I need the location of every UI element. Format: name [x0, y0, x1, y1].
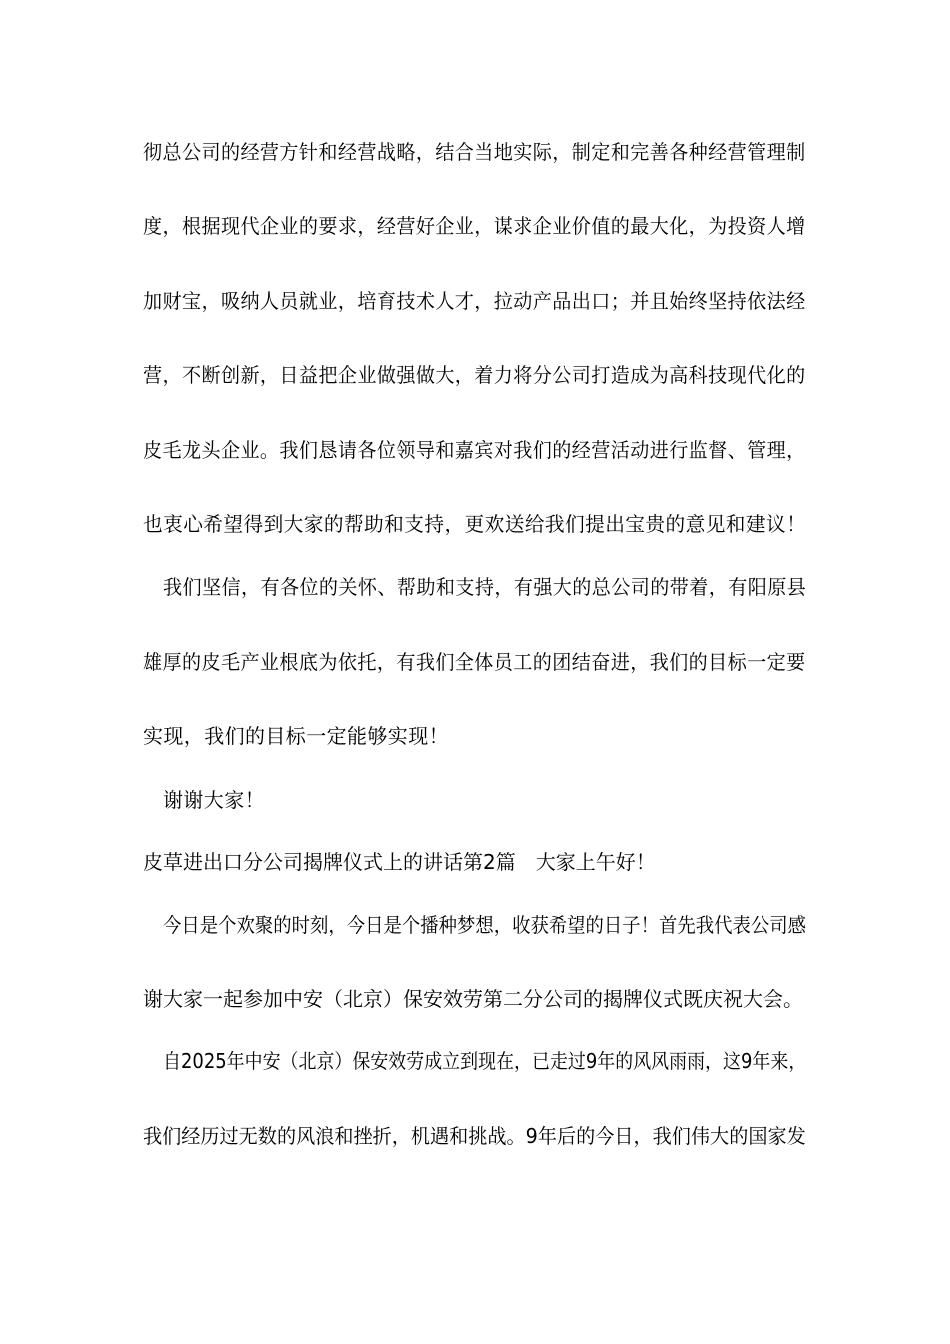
closing-line: 谢谢大家！	[163, 788, 265, 812]
paragraph-line: 我们坚信，有各位的关怀、帮助和支持，有强大的总公司的带着，有阳原县	[163, 575, 807, 599]
paragraph-line: 也衷心希望得到大家的帮助和支持，更欢送给我们提出宝贵的意见和建议！	[143, 512, 807, 536]
paragraph-line: 我们经历过无数的风浪和挫折，机遇和挑战。9年后的今日，我们伟大的国家发	[143, 1124, 806, 1148]
paragraph-line: 雄厚的皮毛产业根底为依托，有我们全体员工的团结奋进，我们的目标一定要	[143, 650, 806, 674]
paragraph-line: 彻总公司的经营方针和经营战略，结合当地实际，制定和完善各种经营管理制	[143, 140, 806, 164]
paragraph-line: 自2025年中安（北京）保安效劳成立到现在，已走过9年的风风雨雨，这9年来，	[163, 1049, 807, 1073]
paragraph-line: 加财宝，吸纳人员就业，培育技术人才，拉动产品出口；并且始终坚持依法经	[143, 289, 806, 313]
section-heading: 皮草进出口分公司揭牌仪式上的讲话第2篇 大家上午好！	[143, 850, 656, 874]
paragraph-line: 营，不断创新，日益把企业做强做大，着力将分公司打造成为高科技现代化的	[143, 363, 806, 387]
paragraph-line: 今日是个欢聚的时刻，今日是个播种梦想，收获希望的日子！首先我代表公司感	[163, 913, 807, 937]
paragraph-line: 谢大家一起参加中安（北京）保安效劳第二分公司的揭牌仪式既庆祝大会。	[143, 987, 803, 1011]
paragraph-line: 实现，我们的目标一定能够实现！	[143, 724, 449, 748]
paragraph-line: 皮毛龙头企业。我们恳请各位领导和嘉宾对我们的经营活动进行监督、管理，	[143, 438, 806, 462]
paragraph-line: 度，根据现代企业的要求，经营好企业，谋求企业价值的最大化，为投资人增	[143, 214, 806, 238]
